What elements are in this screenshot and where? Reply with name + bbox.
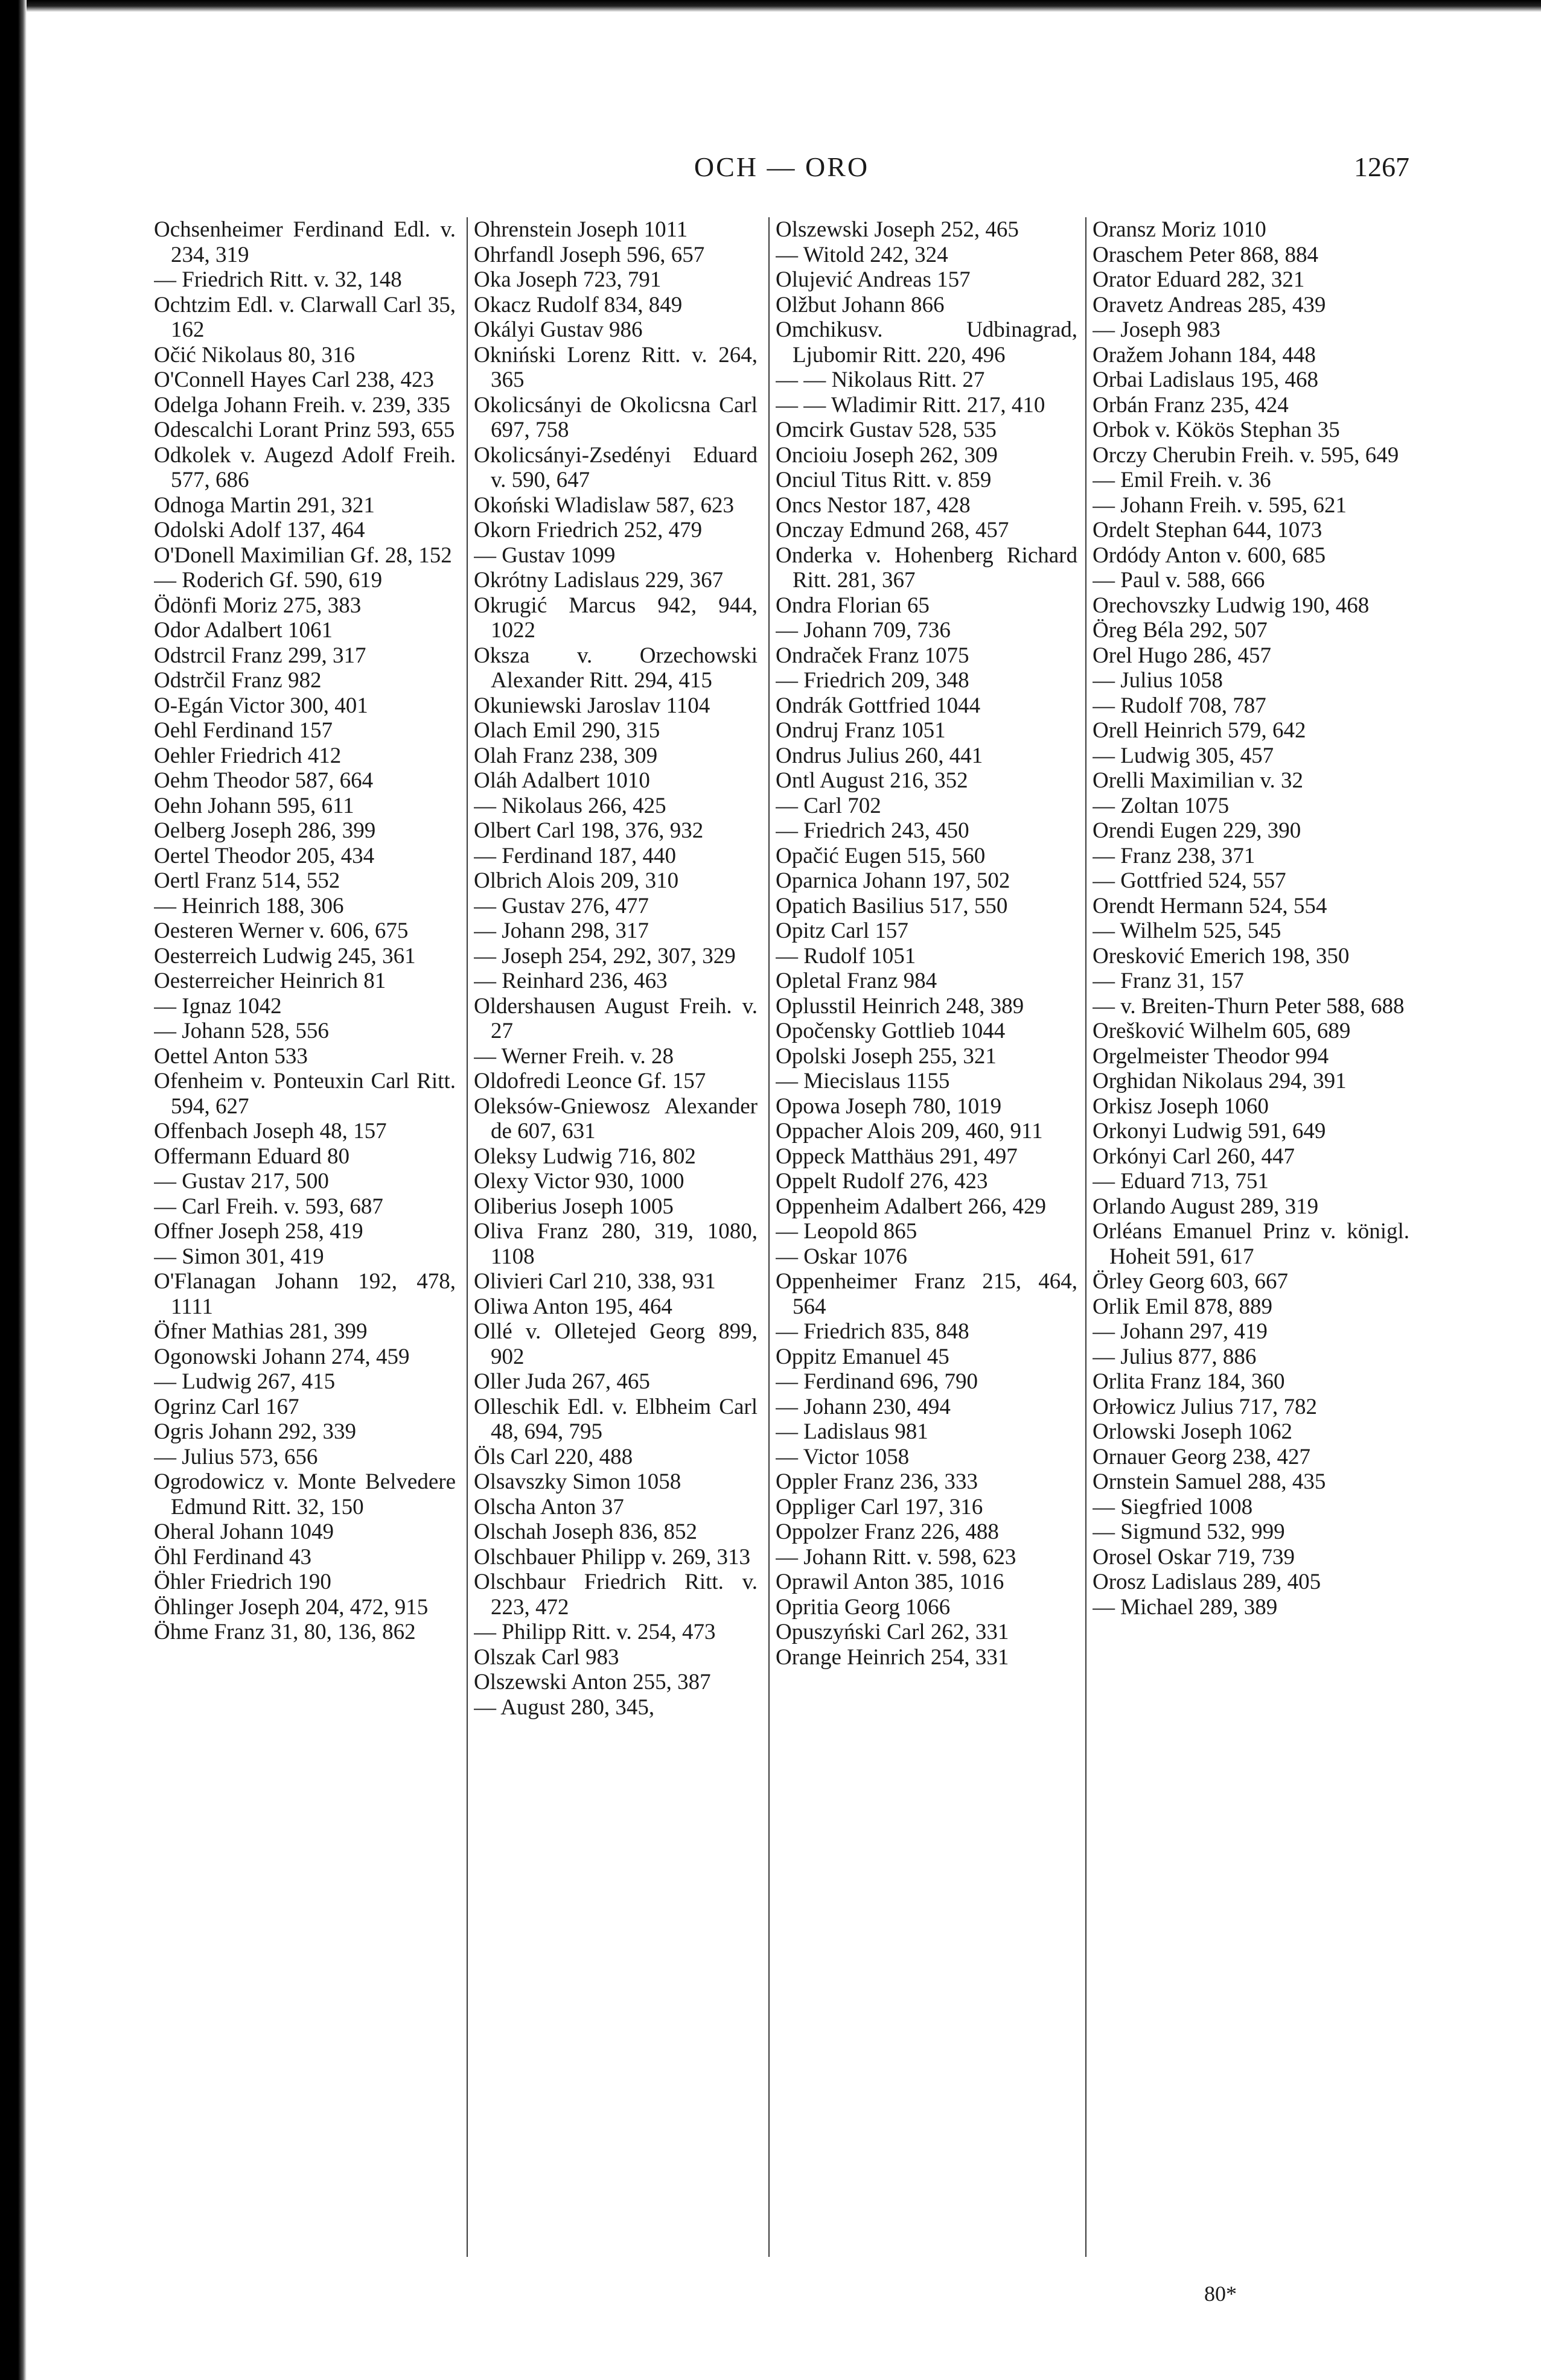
- index-entry: Okrótny Ladislaus 229, 367: [474, 568, 724, 593]
- index-entry: Odelga Johann Freih. v. 239, 335: [154, 392, 450, 418]
- index-entry: Olleschik Edl. v. Elbheim Carl 48, 694, 795: [474, 1394, 758, 1444]
- index-entry: Ondrus Julius 260, 441: [776, 743, 983, 768]
- index-entry: O-Egán Victor 300, 401: [154, 693, 368, 718]
- index-entry: — Philipp Ritt. v. 254, 473: [474, 1620, 716, 1644]
- index-entry: — Joseph 254, 292, 307, 329: [474, 943, 736, 969]
- index-entry: Oehler Friedrich 412: [154, 743, 342, 768]
- index-entry: — Ferdinand 696, 790: [776, 1369, 978, 1394]
- column-rule: [768, 217, 770, 2257]
- index-entry: Orghidan Nikolaus 294, 391: [1093, 1069, 1347, 1093]
- index-entry: Orłowicz Julius 717, 782: [1093, 1394, 1318, 1419]
- index-entry: Olscha Anton 37: [474, 1494, 624, 1519]
- index-entry: Oleksy Ludwig 716, 802: [474, 1144, 696, 1169]
- index-entry: Öfner Mathias 281, 399: [154, 1319, 368, 1344]
- index-entry: — Friedrich 835, 848: [776, 1319, 969, 1344]
- index-entry: Oehn Johann 595, 611: [154, 793, 354, 818]
- index-entry: Orkonyi Ludwig 591, 649: [1093, 1119, 1326, 1144]
- index-entry: Ordódy Anton v. 600, 685: [1093, 542, 1326, 568]
- index-entry: Onczay Edmund 268, 457: [776, 518, 1009, 542]
- index-entry: Olivieri Carl 210, 338, 931: [474, 1269, 716, 1294]
- index-entry: Opletal Franz 984: [776, 969, 937, 993]
- index-entry: Olszewski Anton 255, 387: [474, 1670, 711, 1694]
- index-entry: — Julius 573, 656: [154, 1444, 318, 1469]
- index-entry: Oppolzer Franz 226, 488: [776, 1519, 999, 1544]
- index-entry: Onciul Titus Ritt. v. 859: [776, 468, 992, 492]
- index-entry: Ondruj Franz 1051: [776, 718, 946, 743]
- index-entry: Oppliger Carl 197, 316: [776, 1494, 983, 1519]
- index-entry: Ogrinz Carl 167: [154, 1394, 299, 1419]
- index-entry: Oettel Anton 533: [154, 1043, 308, 1069]
- index-entry: — Franz 238, 371: [1093, 843, 1255, 868]
- index-entry: Oppelt Rudolf 276, 423: [776, 1169, 988, 1194]
- index-entry: Ogonowski Johann 274, 459: [154, 1344, 410, 1369]
- index-entry: — Wilhelm 525, 545: [1093, 918, 1281, 943]
- column-rule: [467, 217, 468, 2257]
- index-entry: Orlowski Joseph 1062: [1093, 1419, 1292, 1444]
- index-entry: — — Wladimir Ritt. 217, 410: [776, 392, 1045, 418]
- index-entry: Orkisz Joseph 1060: [1093, 1093, 1269, 1119]
- page-header: [154, 151, 1409, 193]
- index-entry: Orange Heinrich 254, 331: [776, 1644, 1009, 1670]
- index-entry: Orosz Ladislaus 289, 405: [1093, 1570, 1321, 1594]
- index-entry: — Friedrich 243, 450: [776, 818, 969, 843]
- index-entry: — August 280, 345,: [474, 1694, 655, 1720]
- index-entry: — Rudolf 708, 787: [1093, 693, 1266, 718]
- index-entry: — Sigmund 532, 999: [1093, 1519, 1285, 1544]
- index-entry: Oesterreich Ludwig 245, 361: [154, 943, 416, 969]
- index-entry: — Carl Freih. v. 593, 687: [154, 1194, 383, 1219]
- index-entry: Orelli Maximilian v. 32: [1093, 768, 1304, 793]
- index-entry: — Oskar 1076: [776, 1244, 907, 1269]
- index-entry: Ondrák Gottfried 1044: [776, 693, 981, 718]
- index-entry: — Victor 1058: [776, 1444, 910, 1469]
- index-entry: Oresković Emerich 198, 350: [1093, 943, 1350, 969]
- index-entry: Ollé v. Olletejed Georg 899, 902: [474, 1319, 758, 1369]
- index-entry: Očić Nikolaus 80, 316: [154, 342, 355, 368]
- index-entry: — Gustav 1099: [474, 542, 616, 568]
- index-entry: Olschbaur Friedrich Ritt. v. 223, 472: [474, 1570, 758, 1620]
- index-entry: Öhme Franz 31, 80, 136, 862: [154, 1620, 416, 1644]
- index-entry: Ornauer Georg 238, 427: [1093, 1444, 1311, 1469]
- index-entry: Olujević Andreas 157: [776, 267, 971, 292]
- index-entry: Oláh Adalbert 1010: [474, 768, 650, 793]
- index-entry: Okályi Gustav 986: [474, 317, 643, 342]
- index-entry: Odstrcil Franz 299, 317: [154, 643, 366, 668]
- index-entry: Oleksów-Gniewosz Alexander de 607, 631: [474, 1093, 758, 1144]
- index-entry: Offenbach Joseph 48, 157: [154, 1119, 387, 1144]
- index-entry: Oller Juda 267, 465: [474, 1369, 650, 1394]
- index-entry: Orbai Ladislaus 195, 468: [1093, 368, 1319, 392]
- signature-mark: 80*: [1204, 2282, 1237, 2306]
- index-entry: Ordelt Stephan 644, 1073: [1093, 518, 1322, 542]
- index-column-1: [154, 217, 456, 2257]
- index-entry: Oehl Ferdinand 157: [154, 718, 333, 743]
- index-entry: Olah Franz 238, 309: [474, 743, 658, 768]
- index-entry: — Rudolf 1051: [776, 943, 916, 969]
- index-entry: Ödönfi Moriz 275, 383: [154, 593, 362, 618]
- index-entry: Odescalchi Lorant Prinz 593, 655: [154, 418, 455, 442]
- index-entry: O'Connell Hayes Carl 238, 423: [154, 368, 434, 392]
- index-entry: Orczy Cherubin Freih. v. 595, 649: [1093, 442, 1399, 468]
- index-entry: Ochtzim Edl. v. Clarwall Carl 35, 162: [154, 292, 456, 342]
- index-entry: Orlita Franz 184, 360: [1093, 1369, 1285, 1394]
- index-entry: Orbok v. Kökös Stephan 35: [1093, 418, 1340, 442]
- index-entry: O'Donell Maximilian Gf. 28, 152: [154, 542, 452, 568]
- index-entry: Orlik Emil 878, 889: [1093, 1294, 1273, 1319]
- index-entry: — Paul v. 588, 666: [1093, 568, 1265, 593]
- index-entry: Oncs Nestor 187, 428: [776, 492, 971, 518]
- index-entry: Opočensky Gottlieb 1044: [776, 1019, 1006, 1043]
- index-entry: Öhlinger Joseph 204, 472, 915: [154, 1594, 429, 1620]
- index-entry: Oksza v. Orzechowski Alexander Ritt. 294, 415: [474, 643, 758, 693]
- index-entry: Oncioiu Joseph 262, 309: [776, 442, 998, 468]
- index-entry: Olsavszky Simon 1058: [474, 1469, 681, 1494]
- index-entry: — Gottfried 524, 557: [1093, 868, 1286, 893]
- column-rule: [1085, 217, 1086, 2257]
- index-entry: Opatich Basilius 517, 550: [776, 893, 1008, 918]
- index-entry: Ontl August 216, 352: [776, 768, 968, 793]
- index-entry: Öls Carl 220, 488: [474, 1444, 633, 1469]
- index-entry: — Friedrich Ritt. v. 32, 148: [154, 267, 402, 292]
- index-entry: Oelberg Joseph 286, 399: [154, 818, 376, 843]
- index-columns: [154, 217, 1409, 2257]
- index-entry: Offner Joseph 258, 419: [154, 1219, 363, 1244]
- index-entry: — Johann Ritt. v. 598, 623: [776, 1544, 1016, 1570]
- index-entry: Oppler Franz 236, 333: [776, 1469, 978, 1494]
- index-entry: Oravetz Andreas 285, 439: [1093, 292, 1326, 317]
- index-entry: Oplusstil Heinrich 248, 389: [776, 993, 1024, 1019]
- index-entry: — Witold 242, 324: [776, 242, 948, 267]
- index-entry: Orbán Franz 235, 424: [1093, 392, 1289, 418]
- index-entry: Okacz Rudolf 834, 849: [474, 292, 683, 317]
- index-entry: Opolski Joseph 255, 321: [776, 1043, 997, 1069]
- index-entry: Odolski Adolf 137, 464: [154, 518, 365, 542]
- index-entry: — Ferdinand 187, 440: [474, 843, 677, 868]
- index-entry: Orosel Oskar 719, 739: [1093, 1544, 1295, 1570]
- index-entry: — Gustav 276, 477: [474, 893, 649, 918]
- index-entry: Oppeck Matthäus 291, 497: [776, 1144, 1018, 1169]
- index-entry: — Franz 31, 157: [1093, 969, 1244, 993]
- index-entry: Olbrich Alois 209, 310: [474, 868, 679, 893]
- index-entry: Ornstein Samuel 288, 435: [1093, 1469, 1326, 1494]
- index-entry: Opritia Georg 1066: [776, 1594, 951, 1620]
- index-entry: Odstrčil Franz 982: [154, 668, 322, 693]
- index-entry: Orkónyi Carl 260, 447: [1093, 1144, 1295, 1169]
- index-entry: — Carl 702: [776, 793, 881, 818]
- index-entry: Oka Joseph 723, 791: [474, 267, 662, 292]
- index-entry: Okolicsányi-Zsedényi Eduard v. 590, 647: [474, 442, 758, 492]
- index-entry: Oesteren Werner v. 606, 675: [154, 918, 409, 943]
- index-page: [154, 151, 1409, 2347]
- index-entry: — Heinrich 188, 306: [154, 893, 344, 918]
- index-column-3: [776, 217, 1077, 2257]
- index-entry: — Roderich Gf. 590, 619: [154, 568, 383, 593]
- index-entry: Öhl Ferdinand 43: [154, 1544, 312, 1570]
- index-entry: Orator Eduard 282, 321: [1093, 267, 1305, 292]
- index-entry: — Johann 709, 736: [776, 618, 951, 643]
- index-entry: Opačić Eugen 515, 560: [776, 843, 986, 868]
- index-entry: — Ladislaus 981: [776, 1419, 928, 1444]
- index-entry: — Julius 877, 886: [1093, 1344, 1257, 1369]
- index-entry: Olszewski Joseph 252, 465: [776, 217, 1019, 242]
- index-column-2: [474, 217, 758, 2257]
- index-entry: — Gustav 217, 500: [154, 1169, 329, 1194]
- index-entry: Opuszyński Carl 262, 331: [776, 1620, 1009, 1644]
- index-entry: Olbert Carl 198, 376, 932: [474, 818, 704, 843]
- index-entry: — Julius 1058: [1093, 668, 1223, 693]
- index-entry: Ochsenheimer Ferdinand Edl. v. 234, 319: [154, 217, 456, 267]
- index-entry: — Joseph 983: [1093, 317, 1220, 342]
- index-entry: Oraschem Peter 868, 884: [1093, 242, 1319, 267]
- index-entry: Oransz Moriz 1010: [1093, 217, 1266, 242]
- index-entry: Offermann Eduard 80: [154, 1144, 349, 1169]
- index-entry: Ondraček Franz 1075: [776, 643, 969, 668]
- index-entry: Oehm Theodor 587, 664: [154, 768, 374, 793]
- index-entry: Orešković Wilhelm 605, 689: [1093, 1019, 1351, 1043]
- index-entry: Olexy Victor 930, 1000: [474, 1169, 684, 1194]
- index-entry: — Zoltan 1075: [1093, 793, 1230, 818]
- index-entry: Oliberius Joseph 1005: [474, 1194, 674, 1219]
- index-entry: Orgelmeister Theodor 994: [1093, 1043, 1329, 1069]
- index-entry: Öreg Béla 292, 507: [1093, 618, 1268, 643]
- index-entry: Orel Hugo 286, 457: [1093, 643, 1271, 668]
- index-entry: — Ignaz 1042: [154, 993, 282, 1019]
- running-head: OCH — ORO: [694, 151, 870, 182]
- index-entry: Okuniewski Jaroslav 1104: [474, 693, 710, 718]
- index-entry: — Leopold 865: [776, 1219, 917, 1244]
- index-entry: Oertel Theodor 205, 434: [154, 843, 375, 868]
- index-entry: Onderka v. Hohenberg Richard Ritt. 281, 367: [776, 542, 1077, 593]
- index-entry: Orechovszky Ludwig 190, 468: [1093, 593, 1370, 618]
- index-entry: O'Flanagan Johann 192, 478, 1111: [154, 1269, 456, 1319]
- index-entry: Okrugić Marcus 942, 944, 1022: [474, 593, 758, 643]
- index-entry: Oheral Johann 1049: [154, 1519, 334, 1544]
- index-entry: — — Nikolaus Ritt. 27: [776, 368, 985, 392]
- index-entry: Ogris Johann 292, 339: [154, 1419, 357, 1444]
- index-entry: — Johann 298, 317: [474, 918, 649, 943]
- index-entry: — Werner Freih. v. 28: [474, 1043, 674, 1069]
- index-entry: — Friedrich 209, 348: [776, 668, 969, 693]
- index-entry: Oražem Johann 184, 448: [1093, 342, 1316, 368]
- index-entry: — Ludwig 305, 457: [1093, 743, 1274, 768]
- index-entry: Ondra Florian 65: [776, 593, 930, 618]
- index-entry: Omcirk Gustav 528, 535: [776, 418, 997, 442]
- page-number: 1267: [1354, 151, 1409, 182]
- index-entry: Oppenheimer Franz 215, 464, 564: [776, 1269, 1077, 1319]
- index-entry: Oliwa Anton 195, 464: [474, 1294, 672, 1319]
- index-entry: Odkolek v. Augezd Adolf Freih. 577, 686: [154, 442, 456, 492]
- index-entry: Opowa Joseph 780, 1019: [776, 1093, 1002, 1119]
- index-entry: Örley Georg 603, 667: [1093, 1269, 1289, 1294]
- index-entry: Olach Emil 290, 315: [474, 718, 660, 743]
- index-entry: Okniński Lorenz Ritt. v. 264, 365: [474, 342, 758, 392]
- index-entry: — Siegfried 1008: [1093, 1494, 1253, 1519]
- index-entry: Oppacher Alois 209, 460, 911: [776, 1119, 1043, 1144]
- index-entry: Orendt Hermann 524, 554: [1093, 893, 1327, 918]
- index-entry: — Eduard 713, 751: [1093, 1169, 1269, 1194]
- index-column-4: [1093, 217, 1409, 2257]
- index-entry: — Nikolaus 266, 425: [474, 793, 666, 818]
- index-entry: Omchikusv. Udbinagrad, Ljubomir Ritt. 220, 496: [776, 317, 1077, 368]
- index-entry: Opitz Carl 157: [776, 918, 908, 943]
- index-entry: Ogrodowicz v. Monte Belvedere Edmund Ritt. 32, 150: [154, 1469, 456, 1519]
- index-entry: Öhler Friedrich 190: [154, 1570, 331, 1594]
- scan-border-left: [0, 0, 27, 2380]
- index-entry: Okorn Friedrich 252, 479: [474, 518, 703, 542]
- index-entry: — Reinhard 236, 463: [474, 969, 668, 993]
- index-entry: Ohrenstein Joseph 1011: [474, 217, 688, 242]
- index-entry: Orendi Eugen 229, 390: [1093, 818, 1301, 843]
- index-entry: Oparnica Johann 197, 502: [776, 868, 1010, 893]
- index-entry: — v. Breiten-Thurn Peter 588, 688: [1093, 993, 1405, 1019]
- index-entry: — Emil Freih. v. 36: [1093, 468, 1271, 492]
- index-entry: — Johann Freih. v. 595, 621: [1093, 492, 1347, 518]
- index-entry: Odnoga Martin 291, 321: [154, 492, 375, 518]
- index-entry: Oldershausen August Freih. v. 27: [474, 993, 758, 1043]
- index-entry: — Simon 301, 419: [154, 1244, 324, 1269]
- index-entry: — Johann 528, 556: [154, 1019, 329, 1043]
- index-entry: Olschbauer Philipp v. 269, 313: [474, 1544, 751, 1570]
- index-entry: Ofenheim v. Ponteuxin Carl Ritt. 594, 627: [154, 1069, 456, 1119]
- index-entry: Okolicsányi de Okolicsna Carl 697, 758: [474, 392, 758, 442]
- index-entry: Odor Adalbert 1061: [154, 618, 333, 643]
- index-entry: — Johann 230, 494: [776, 1394, 951, 1419]
- index-entry: — Miecislaus 1155: [776, 1069, 950, 1093]
- index-entry: — Michael 289, 389: [1093, 1594, 1278, 1620]
- index-entry: Ohrfandl Joseph 596, 657: [474, 242, 705, 267]
- index-entry: Okoński Wladislaw 587, 623: [474, 492, 734, 518]
- index-entry: Oppitz Emanuel 45: [776, 1344, 949, 1369]
- index-entry: Orléans Emanuel Prinz v. königl. Hoheit 591, 617: [1093, 1219, 1409, 1269]
- index-entry: Oliva Franz 280, 319, 1080, 1108: [474, 1219, 758, 1269]
- index-entry: Oppenheim Adalbert 266, 429: [776, 1194, 1047, 1219]
- index-entry: — Johann 297, 419: [1093, 1319, 1268, 1344]
- index-entry: Oesterreicher Heinrich 81: [154, 969, 386, 993]
- index-entry: Oertl Franz 514, 552: [154, 868, 340, 893]
- index-entry: Orell Heinrich 579, 642: [1093, 718, 1306, 743]
- index-entry: Oldofredi Leonce Gf. 157: [474, 1069, 706, 1093]
- scan-border-top: [0, 0, 1541, 12]
- index-entry: Orlando August 289, 319: [1093, 1194, 1319, 1219]
- index-entry: Olszak Carl 983: [474, 1644, 619, 1670]
- index-entry: Oprawil Anton 385, 1016: [776, 1570, 1004, 1594]
- index-entry: — Ludwig 267, 415: [154, 1369, 336, 1394]
- index-entry: Olžbut Johann 866: [776, 292, 945, 317]
- index-entry: Olschah Joseph 836, 852: [474, 1519, 697, 1544]
